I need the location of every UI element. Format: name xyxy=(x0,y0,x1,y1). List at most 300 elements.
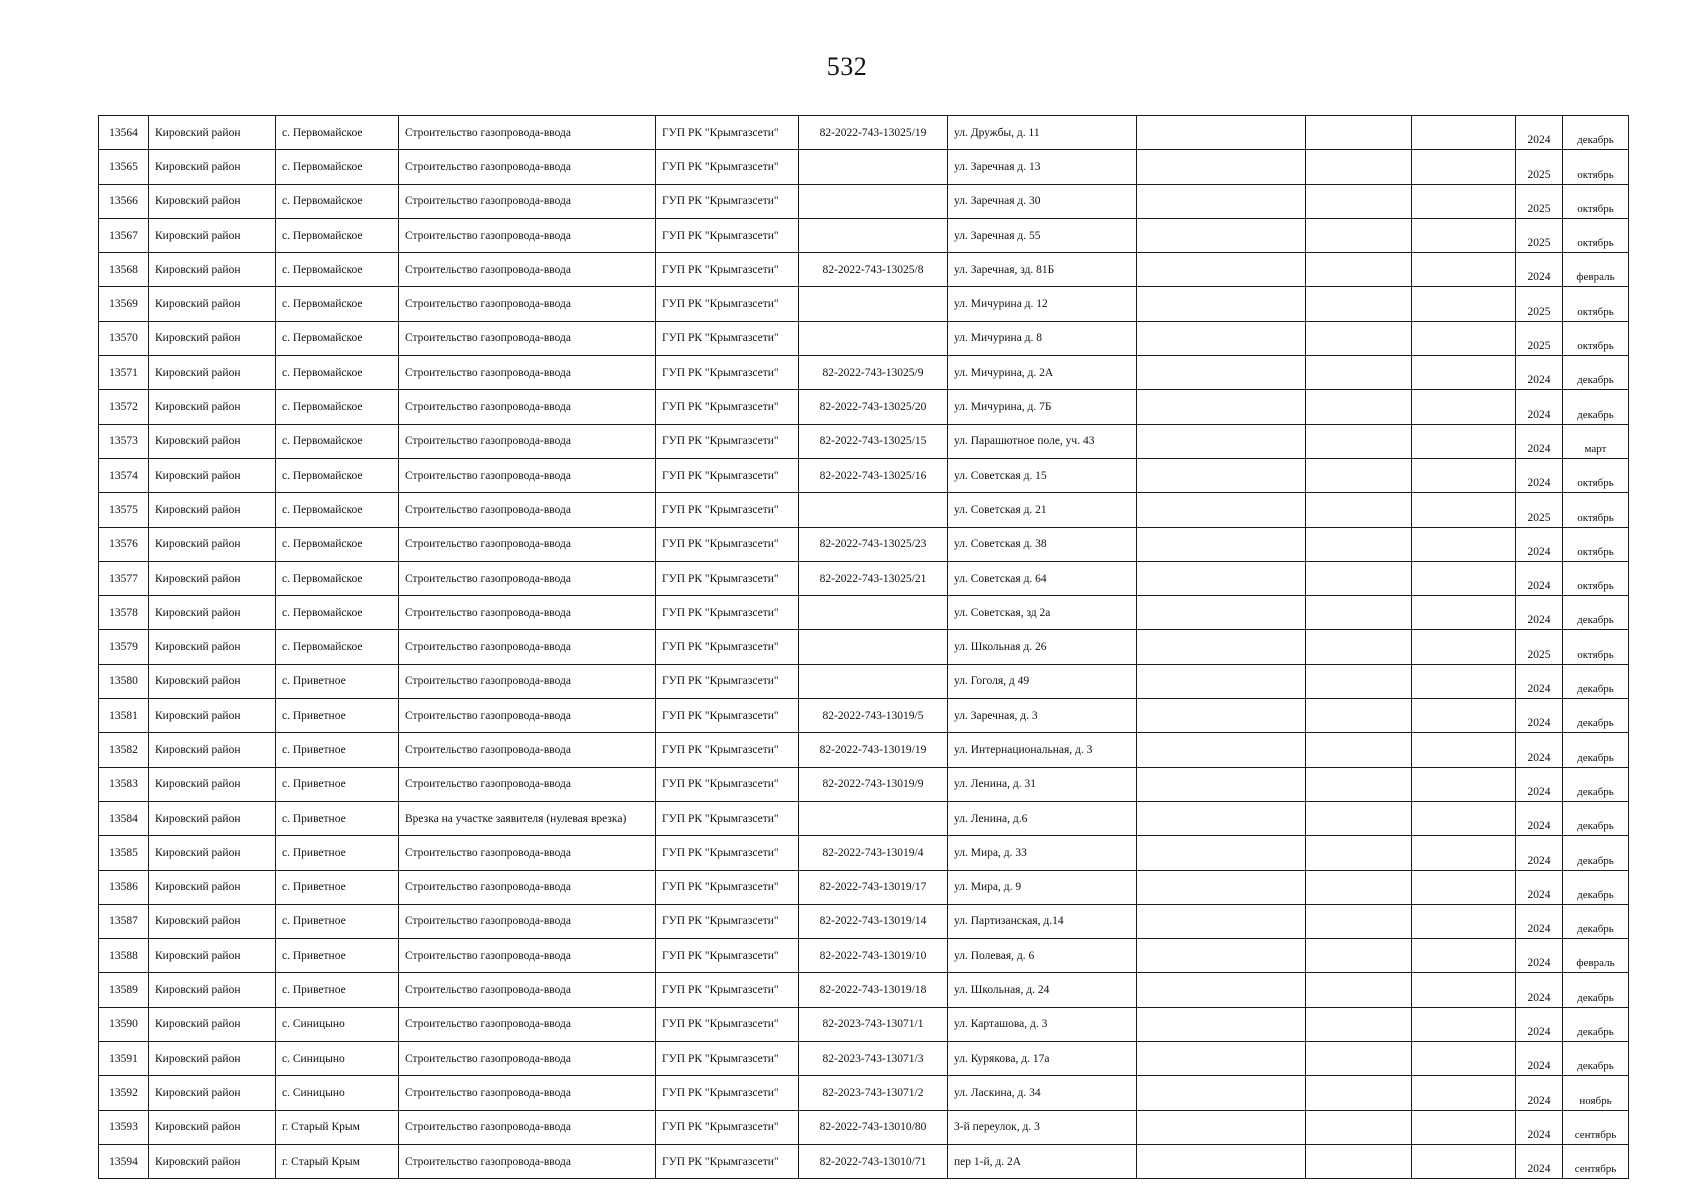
empty-cell xyxy=(1412,184,1516,218)
table-row xyxy=(99,561,1629,595)
table-row xyxy=(99,904,1629,938)
locality-cell: с. Приветное xyxy=(276,973,399,1007)
row-number-cell: 13594 xyxy=(99,1144,149,1178)
month-cell: ноябрь xyxy=(1563,1076,1629,1110)
work-type-cell: Строительство газопровода-ввода xyxy=(399,973,656,1007)
address-cell: ул. Советская, зд 2а xyxy=(948,596,1137,630)
empty-cell xyxy=(1137,939,1306,973)
empty-cell xyxy=(1137,458,1306,492)
organization-cell: ГУП РК "Крымгазсети" xyxy=(656,493,799,527)
empty-cell xyxy=(1137,973,1306,1007)
year-cell: 2024 xyxy=(1516,836,1563,870)
locality-cell: с. Первомайское xyxy=(276,184,399,218)
address-cell: ул. Полевая, д. 6 xyxy=(948,939,1137,973)
permit-number-cell: 82-2022-743-13019/17 xyxy=(799,870,948,904)
work-type-cell: Строительство газопровода-ввода xyxy=(399,390,656,424)
table-row xyxy=(99,390,1629,424)
year-cell: 2024 xyxy=(1516,767,1563,801)
row-number-cell: 13569 xyxy=(99,287,149,321)
empty-cell xyxy=(1306,458,1412,492)
table-row xyxy=(99,321,1629,355)
address-cell: 3-й переулок, д. 3 xyxy=(948,1110,1137,1144)
address-cell: ул. Школьная, д. 24 xyxy=(948,973,1137,1007)
permit-number-cell: 82-2022-743-13025/15 xyxy=(799,424,948,458)
organization-cell: ГУП РК "Крымгазсети" xyxy=(656,1144,799,1178)
table-row xyxy=(99,493,1629,527)
address-cell: ул. Курякова, д. 17а xyxy=(948,1042,1137,1076)
empty-cell xyxy=(1137,253,1306,287)
organization-cell: ГУП РК "Крымгазсети" xyxy=(656,561,799,595)
empty-cell xyxy=(1412,1007,1516,1041)
row-number-cell: 13587 xyxy=(99,904,149,938)
empty-cell xyxy=(1137,287,1306,321)
permit-number-cell: 82-2022-743-13025/16 xyxy=(799,458,948,492)
row-number-cell: 13568 xyxy=(99,253,149,287)
locality-cell: с. Приветное xyxy=(276,801,399,835)
district-cell: Кировский район xyxy=(149,904,276,938)
work-type-cell: Строительство газопровода-ввода xyxy=(399,1110,656,1144)
address-cell: ул. Заречная д. 30 xyxy=(948,184,1137,218)
address-cell: ул. Партизанская, д.14 xyxy=(948,904,1137,938)
month-cell: октябрь xyxy=(1563,458,1629,492)
locality-cell: с. Первомайское xyxy=(276,596,399,630)
empty-cell xyxy=(1306,1007,1412,1041)
table-row xyxy=(99,664,1629,698)
row-number-cell: 13588 xyxy=(99,939,149,973)
permit-number-cell: 82-2023-743-13071/3 xyxy=(799,1042,948,1076)
row-number-cell: 13573 xyxy=(99,424,149,458)
permit-number-cell xyxy=(799,596,948,630)
work-type-cell: Строительство газопровода-ввода xyxy=(399,664,656,698)
month-cell: октябрь xyxy=(1563,184,1629,218)
permit-number-cell xyxy=(799,493,948,527)
work-type-cell: Строительство газопровода-ввода xyxy=(399,1144,656,1178)
empty-cell xyxy=(1306,973,1412,1007)
row-number-cell: 13576 xyxy=(99,527,149,561)
district-cell: Кировский район xyxy=(149,870,276,904)
year-cell: 2025 xyxy=(1516,493,1563,527)
empty-cell xyxy=(1412,356,1516,390)
district-cell: Кировский район xyxy=(149,801,276,835)
address-cell: ул. Советская д. 38 xyxy=(948,527,1137,561)
year-cell: 2024 xyxy=(1516,733,1563,767)
locality-cell: с. Приветное xyxy=(276,939,399,973)
empty-cell xyxy=(1137,1042,1306,1076)
gas-connection-table xyxy=(98,115,1629,1179)
empty-cell xyxy=(1306,767,1412,801)
month-cell: декабрь xyxy=(1563,870,1629,904)
table-row xyxy=(99,596,1629,630)
work-type-cell: Строительство газопровода-ввода xyxy=(399,458,656,492)
district-cell: Кировский район xyxy=(149,527,276,561)
empty-cell xyxy=(1412,218,1516,252)
empty-cell xyxy=(1137,561,1306,595)
work-type-cell: Строительство газопровода-ввода xyxy=(399,356,656,390)
row-number-cell: 13567 xyxy=(99,218,149,252)
district-cell: Кировский район xyxy=(149,321,276,355)
year-cell: 2025 xyxy=(1516,150,1563,184)
organization-cell: ГУП РК "Крымгазсети" xyxy=(656,664,799,698)
year-cell: 2024 xyxy=(1516,1076,1563,1110)
organization-cell: ГУП РК "Крымгазсети" xyxy=(656,801,799,835)
permit-number-cell: 82-2022-743-13019/14 xyxy=(799,904,948,938)
district-cell: Кировский район xyxy=(149,836,276,870)
work-type-cell: Строительство газопровода-ввода xyxy=(399,939,656,973)
permit-number-cell xyxy=(799,150,948,184)
district-cell: Кировский район xyxy=(149,253,276,287)
address-cell: ул. Мира, д. 33 xyxy=(948,836,1137,870)
empty-cell xyxy=(1412,836,1516,870)
month-cell: октябрь xyxy=(1563,527,1629,561)
year-cell: 2024 xyxy=(1516,458,1563,492)
organization-cell: ГУП РК "Крымгазсети" xyxy=(656,733,799,767)
empty-cell xyxy=(1412,904,1516,938)
year-cell: 2024 xyxy=(1516,390,1563,424)
locality-cell: с. Приветное xyxy=(276,870,399,904)
empty-cell xyxy=(1412,390,1516,424)
table-row xyxy=(99,527,1629,561)
table-row xyxy=(99,1042,1629,1076)
row-number-cell: 13564 xyxy=(99,116,149,150)
address-cell: ул. Ленина, д.6 xyxy=(948,801,1137,835)
address-cell: пер 1-й, д. 2А xyxy=(948,1144,1137,1178)
year-cell: 2024 xyxy=(1516,664,1563,698)
month-cell: октябрь xyxy=(1563,561,1629,595)
row-number-cell: 13582 xyxy=(99,733,149,767)
organization-cell: ГУП РК "Крымгазсети" xyxy=(656,767,799,801)
permit-number-cell: 82-2022-743-13019/18 xyxy=(799,973,948,1007)
year-cell: 2024 xyxy=(1516,1007,1563,1041)
row-number-cell: 13577 xyxy=(99,561,149,595)
month-cell: декабрь xyxy=(1563,801,1629,835)
month-cell: декабрь xyxy=(1563,733,1629,767)
row-number-cell: 13580 xyxy=(99,664,149,698)
row-number-cell: 13584 xyxy=(99,801,149,835)
empty-cell xyxy=(1306,390,1412,424)
address-cell: ул. Заречная, зд. 81Б xyxy=(948,253,1137,287)
locality-cell: с. Первомайское xyxy=(276,150,399,184)
year-cell: 2024 xyxy=(1516,253,1563,287)
empty-cell xyxy=(1412,733,1516,767)
empty-cell xyxy=(1137,150,1306,184)
permit-number-cell: 82-2022-743-13019/19 xyxy=(799,733,948,767)
address-cell: ул. Мичурина д. 8 xyxy=(948,321,1137,355)
organization-cell: ГУП РК "Крымгазсети" xyxy=(656,973,799,1007)
work-type-cell: Строительство газопровода-ввода xyxy=(399,699,656,733)
address-cell: ул. Мичурина, д. 7Б xyxy=(948,390,1137,424)
table-row xyxy=(99,733,1629,767)
empty-cell xyxy=(1412,493,1516,527)
district-cell: Кировский район xyxy=(149,458,276,492)
empty-cell xyxy=(1137,836,1306,870)
empty-cell xyxy=(1306,116,1412,150)
address-cell: ул. Гоголя, д 49 xyxy=(948,664,1137,698)
empty-cell xyxy=(1137,390,1306,424)
address-cell: ул. Советская д. 64 xyxy=(948,561,1137,595)
empty-cell xyxy=(1137,733,1306,767)
empty-cell xyxy=(1306,218,1412,252)
district-cell: Кировский район xyxy=(149,116,276,150)
empty-cell xyxy=(1306,1076,1412,1110)
month-cell: февраль xyxy=(1563,939,1629,973)
empty-cell xyxy=(1412,699,1516,733)
empty-cell xyxy=(1137,870,1306,904)
work-type-cell: Строительство газопровода-ввода xyxy=(399,116,656,150)
work-type-cell: Строительство газопровода-ввода xyxy=(399,424,656,458)
empty-cell xyxy=(1412,630,1516,664)
table-row xyxy=(99,1144,1629,1178)
locality-cell: с. Приветное xyxy=(276,904,399,938)
organization-cell: ГУП РК "Крымгазсети" xyxy=(656,356,799,390)
work-type-cell: Строительство газопровода-ввода xyxy=(399,836,656,870)
empty-cell xyxy=(1412,1042,1516,1076)
locality-cell: с. Приветное xyxy=(276,733,399,767)
empty-cell xyxy=(1137,596,1306,630)
year-cell: 2024 xyxy=(1516,939,1563,973)
empty-cell xyxy=(1412,116,1516,150)
work-type-cell: Строительство газопровода-ввода xyxy=(399,150,656,184)
table-row xyxy=(99,218,1629,252)
address-cell: ул. Дружбы, д. 11 xyxy=(948,116,1137,150)
empty-cell xyxy=(1306,733,1412,767)
work-type-cell: Строительство газопровода-ввода xyxy=(399,733,656,767)
locality-cell: с. Первомайское xyxy=(276,458,399,492)
month-cell: февраль xyxy=(1563,253,1629,287)
work-type-cell: Строительство газопровода-ввода xyxy=(399,1076,656,1110)
empty-cell xyxy=(1306,287,1412,321)
empty-cell xyxy=(1412,1144,1516,1178)
year-cell: 2024 xyxy=(1516,561,1563,595)
permit-number-cell: 82-2022-743-13025/23 xyxy=(799,527,948,561)
empty-cell xyxy=(1412,527,1516,561)
organization-cell: ГУП РК "Крымгазсети" xyxy=(656,424,799,458)
district-cell: Кировский район xyxy=(149,150,276,184)
row-number-cell: 13566 xyxy=(99,184,149,218)
empty-cell xyxy=(1306,561,1412,595)
table-row xyxy=(99,767,1629,801)
district-cell: Кировский район xyxy=(149,218,276,252)
address-cell: ул. Парашютное поле, уч. 43 xyxy=(948,424,1137,458)
organization-cell: ГУП РК "Крымгазсети" xyxy=(656,184,799,218)
work-type-cell: Врезка на участке заявителя (нулевая врезка) xyxy=(399,801,656,835)
locality-cell: с. Первомайское xyxy=(276,287,399,321)
empty-cell xyxy=(1412,287,1516,321)
permit-number-cell: 82-2022-743-13025/21 xyxy=(799,561,948,595)
month-cell: октябрь xyxy=(1563,493,1629,527)
table-row xyxy=(99,116,1629,150)
address-cell: ул. Заречная д. 13 xyxy=(948,150,1137,184)
address-cell: ул. Мичурина д. 12 xyxy=(948,287,1137,321)
month-cell: октябрь xyxy=(1563,321,1629,355)
locality-cell: с. Приветное xyxy=(276,836,399,870)
empty-cell xyxy=(1137,630,1306,664)
work-type-cell: Строительство газопровода-ввода xyxy=(399,767,656,801)
address-cell: ул. Интернациональная, д. 3 xyxy=(948,733,1137,767)
month-cell: декабрь xyxy=(1563,1007,1629,1041)
month-cell: сентябрь xyxy=(1563,1144,1629,1178)
row-number-cell: 13589 xyxy=(99,973,149,1007)
row-number-cell: 13581 xyxy=(99,699,149,733)
year-cell: 2024 xyxy=(1516,527,1563,561)
month-cell: декабрь xyxy=(1563,356,1629,390)
empty-cell xyxy=(1137,527,1306,561)
month-cell: декабрь xyxy=(1563,767,1629,801)
month-cell: декабрь xyxy=(1563,116,1629,150)
table-row xyxy=(99,699,1629,733)
empty-cell xyxy=(1137,699,1306,733)
address-cell: ул. Советская д. 15 xyxy=(948,458,1137,492)
year-cell: 2025 xyxy=(1516,287,1563,321)
permit-number-cell xyxy=(799,321,948,355)
month-cell: октябрь xyxy=(1563,630,1629,664)
year-cell: 2025 xyxy=(1516,218,1563,252)
table-row xyxy=(99,836,1629,870)
table-row xyxy=(99,287,1629,321)
empty-cell xyxy=(1412,1110,1516,1144)
row-number-cell: 13565 xyxy=(99,150,149,184)
empty-cell xyxy=(1137,1110,1306,1144)
year-cell: 2024 xyxy=(1516,1144,1563,1178)
address-cell: ул. Ленина, д. 31 xyxy=(948,767,1137,801)
permit-number-cell xyxy=(799,287,948,321)
locality-cell: с. Первомайское xyxy=(276,321,399,355)
table-row xyxy=(99,1007,1629,1041)
organization-cell: ГУП РК "Крымгазсети" xyxy=(656,836,799,870)
locality-cell: с. Первомайское xyxy=(276,253,399,287)
permit-number-cell: 82-2022-743-13010/71 xyxy=(799,1144,948,1178)
empty-cell xyxy=(1137,218,1306,252)
empty-cell xyxy=(1137,1076,1306,1110)
district-cell: Кировский район xyxy=(149,699,276,733)
empty-cell xyxy=(1137,184,1306,218)
empty-cell xyxy=(1306,939,1412,973)
district-cell: Кировский район xyxy=(149,390,276,424)
month-cell: октябрь xyxy=(1563,218,1629,252)
empty-cell xyxy=(1137,767,1306,801)
district-cell: Кировский район xyxy=(149,356,276,390)
organization-cell: ГУП РК "Крымгазсети" xyxy=(656,527,799,561)
locality-cell: с. Первомайское xyxy=(276,493,399,527)
year-cell: 2024 xyxy=(1516,116,1563,150)
empty-cell xyxy=(1306,493,1412,527)
locality-cell: с. Первомайское xyxy=(276,630,399,664)
table-row xyxy=(99,973,1629,1007)
month-cell: декабрь xyxy=(1563,973,1629,1007)
locality-cell: с. Приветное xyxy=(276,699,399,733)
year-cell: 2025 xyxy=(1516,321,1563,355)
district-cell: Кировский район xyxy=(149,424,276,458)
month-cell: декабрь xyxy=(1563,664,1629,698)
table-row xyxy=(99,356,1629,390)
work-type-cell: Строительство газопровода-ввода xyxy=(399,561,656,595)
table-row xyxy=(99,939,1629,973)
table-row xyxy=(99,1076,1629,1110)
permit-number-cell: 82-2023-743-13071/1 xyxy=(799,1007,948,1041)
work-type-cell: Строительство газопровода-ввода xyxy=(399,184,656,218)
year-cell: 2024 xyxy=(1516,699,1563,733)
organization-cell: ГУП РК "Крымгазсети" xyxy=(656,253,799,287)
organization-cell: ГУП РК "Крымгазсети" xyxy=(656,596,799,630)
year-cell: 2024 xyxy=(1516,596,1563,630)
permit-number-cell xyxy=(799,218,948,252)
work-type-cell: Строительство газопровода-ввода xyxy=(399,596,656,630)
row-number-cell: 13579 xyxy=(99,630,149,664)
year-cell: 2025 xyxy=(1516,630,1563,664)
row-number-cell: 13586 xyxy=(99,870,149,904)
page-number: 532 xyxy=(826,52,868,81)
permit-number-cell: 82-2022-743-13019/5 xyxy=(799,699,948,733)
organization-cell: ГУП РК "Крымгазсети" xyxy=(656,1007,799,1041)
empty-cell xyxy=(1137,356,1306,390)
row-number-cell: 13571 xyxy=(99,356,149,390)
address-cell: ул. Мичурина, д. 2А xyxy=(948,356,1137,390)
organization-cell: ГУП РК "Крымгазсети" xyxy=(656,1076,799,1110)
district-cell: Кировский район xyxy=(149,561,276,595)
locality-cell: с. Синицыно xyxy=(276,1007,399,1041)
empty-cell xyxy=(1306,527,1412,561)
empty-cell xyxy=(1412,1076,1516,1110)
district-cell: Кировский район xyxy=(149,1110,276,1144)
empty-cell xyxy=(1306,253,1412,287)
empty-cell xyxy=(1137,1144,1306,1178)
locality-cell: с. Первомайское xyxy=(276,561,399,595)
organization-cell: ГУП РК "Крымгазсети" xyxy=(656,939,799,973)
table-row xyxy=(99,870,1629,904)
table-row xyxy=(99,150,1629,184)
district-cell: Кировский район xyxy=(149,596,276,630)
empty-cell xyxy=(1137,321,1306,355)
address-cell: ул. Мира, д. 9 xyxy=(948,870,1137,904)
address-cell: ул. Карташова, д. 3 xyxy=(948,1007,1137,1041)
table-body xyxy=(99,116,1629,1179)
locality-cell: с. Первомайское xyxy=(276,527,399,561)
work-type-cell: Строительство газопровода-ввода xyxy=(399,870,656,904)
empty-cell xyxy=(1412,424,1516,458)
table-row xyxy=(99,184,1629,218)
work-type-cell: Строительство газопровода-ввода xyxy=(399,1007,656,1041)
organization-cell: ГУП РК "Крымгазсети" xyxy=(656,321,799,355)
month-cell: декабрь xyxy=(1563,699,1629,733)
permit-number-cell xyxy=(799,664,948,698)
locality-cell: с. Первомайское xyxy=(276,356,399,390)
locality-cell: с. Первомайское xyxy=(276,424,399,458)
month-cell: март xyxy=(1563,424,1629,458)
year-cell: 2025 xyxy=(1516,184,1563,218)
empty-cell xyxy=(1412,973,1516,1007)
empty-cell xyxy=(1137,424,1306,458)
empty-cell xyxy=(1137,1007,1306,1041)
table-row xyxy=(99,801,1629,835)
row-number-cell: 13585 xyxy=(99,836,149,870)
district-cell: Кировский район xyxy=(149,1042,276,1076)
organization-cell: ГУП РК "Крымгазсети" xyxy=(656,699,799,733)
permit-number-cell: 82-2022-743-13019/10 xyxy=(799,939,948,973)
empty-cell xyxy=(1306,904,1412,938)
locality-cell: г. Старый Крым xyxy=(276,1110,399,1144)
empty-cell xyxy=(1137,493,1306,527)
empty-cell xyxy=(1412,801,1516,835)
row-number-cell: 13583 xyxy=(99,767,149,801)
empty-cell xyxy=(1306,699,1412,733)
empty-cell xyxy=(1306,1110,1412,1144)
month-cell: октябрь xyxy=(1563,150,1629,184)
empty-cell xyxy=(1306,356,1412,390)
year-cell: 2024 xyxy=(1516,356,1563,390)
row-number-cell: 13578 xyxy=(99,596,149,630)
table-row xyxy=(99,630,1629,664)
locality-cell: с. Первомайское xyxy=(276,390,399,424)
work-type-cell: Строительство газопровода-ввода xyxy=(399,493,656,527)
